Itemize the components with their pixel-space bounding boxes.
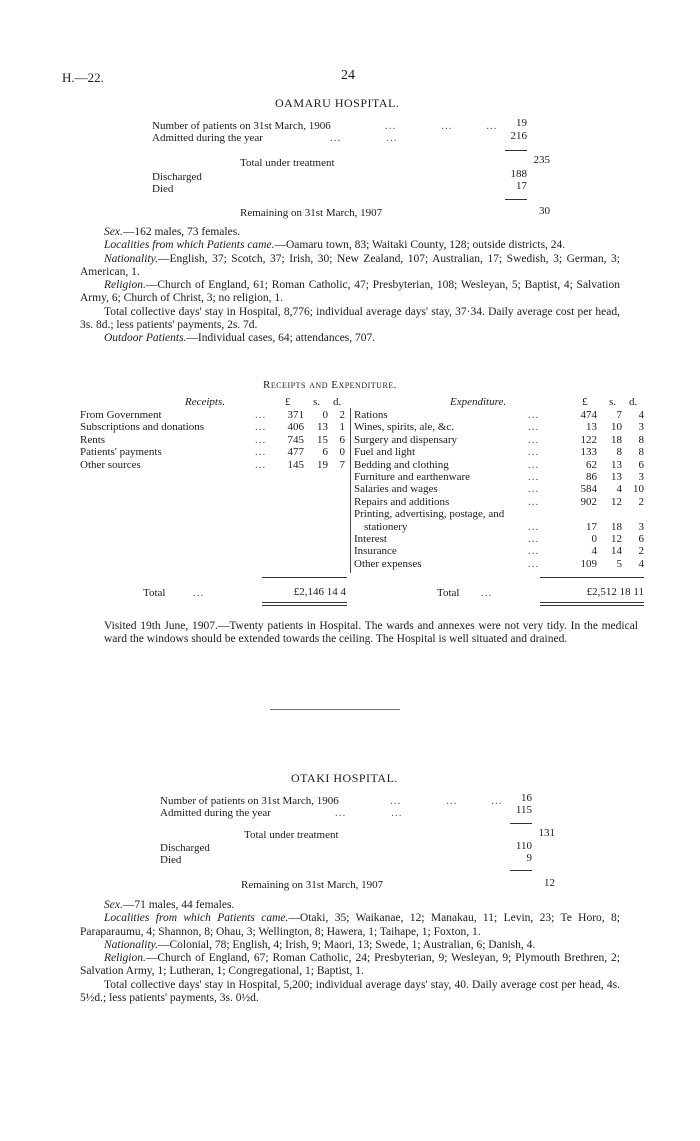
cell-shillings: 18: [611, 433, 622, 446]
cell-pounds: 745: [287, 433, 304, 446]
stat-value: 115: [515, 804, 532, 816]
page-number: 24: [341, 68, 355, 83]
cell-pence: 10: [633, 483, 644, 496]
remaining-value: 12: [544, 877, 555, 889]
row-label: Surgery and dispensary: [354, 433, 458, 446]
row-label: Wines, spirits, ale, &c.: [354, 421, 455, 434]
document-code: H.—22.: [62, 70, 104, 85]
cell-shillings: 10: [611, 421, 622, 434]
oamaru-details: Sex.—162 males, 73 females. Localities from which Patients came.—Oamaru town, 83; Waitaki County, 128; outside districts, 24. Nationality.—English, 37; Scotch, 37; Irish, 30; New Zealand, 107; Australian, 17; Swedish, 3; German, 3; American, 1. Religion.—Church of England, 61; Roman Catholic, 47; Presbyterian, 108; Wesleyan, 5; Baptist, 4; Salvation Army, 6; Church of Christ, 3; no religion, 1. Total collective days' stay in Hospital, 8,776; individual average days' stay, 37·34. Daily average cost per head, 3s. 8d.; less patients' payments, 2s. 7d. Outdoor Patients.—Individual cases, 64; attendances, 707.: [80, 226, 620, 345]
row-label: Interest: [354, 533, 387, 545]
cell-shillings: 12: [611, 533, 622, 545]
oamaru-title: OAMARU HOSPITAL.: [275, 96, 400, 110]
total-label: Total under treatment: [240, 157, 335, 169]
cell-pounds: 122: [580, 433, 597, 446]
discharged-label: Discharged: [152, 171, 202, 183]
stat-label: Number of patients on 31st March, 1906: [152, 120, 331, 132]
cell-pounds: 0: [591, 533, 597, 545]
cell-pounds: 145: [287, 458, 304, 471]
col-pence: d.: [333, 396, 342, 408]
cell-pence: 3: [638, 421, 644, 434]
died-label: Died: [152, 183, 174, 195]
row-label: Other expenses: [354, 557, 422, 570]
row-label: Other sources: [80, 458, 141, 471]
cell-pence: 6: [638, 458, 644, 471]
total-receipts-label: Total: [143, 587, 166, 599]
cell-pence: 6: [638, 533, 644, 545]
stat-value: 19: [516, 117, 527, 129]
discharged-value: 110: [515, 840, 532, 852]
cell-shillings: 19: [317, 458, 328, 471]
cell-shillings: 15: [317, 433, 328, 446]
row-label: Salaries and wages: [354, 483, 438, 496]
stat-label: Admitted during the year: [152, 132, 263, 144]
row-label: Bedding and clothing: [354, 458, 449, 471]
col-shillings: s.: [609, 396, 617, 408]
receipts-heading: Receipts.: [185, 396, 226, 408]
discharged-label: Discharged: [160, 842, 210, 854]
row-label: Repairs and additions: [354, 495, 450, 508]
total-receipts: £2,146 14 4: [293, 586, 346, 598]
row-label: Rents: [80, 433, 106, 446]
col-pence: d.: [629, 396, 638, 408]
cell-shillings: 7: [616, 409, 622, 421]
cell-pounds: 109: [580, 557, 597, 570]
cell-pounds: 62: [586, 458, 597, 471]
cell-pounds: 474: [580, 409, 597, 421]
cell-shillings: 5: [616, 557, 622, 570]
died-label: Died: [160, 854, 182, 866]
died-value: 17: [516, 180, 527, 192]
died-value: 9: [526, 852, 532, 864]
row-label: From Government: [80, 409, 162, 421]
cell-pounds: 133: [580, 446, 597, 459]
row-label: Insurance: [354, 545, 397, 558]
row-label: Furniture and earthenware: [354, 471, 471, 483]
cell-pence: 2: [339, 409, 345, 421]
cell-pence: 2: [638, 495, 644, 508]
cell-pounds: 13: [586, 421, 597, 434]
row-label: Patients' payments: [80, 446, 162, 459]
total-value: 131: [538, 827, 555, 839]
total-value: 235: [533, 154, 550, 166]
col-pounds: £: [285, 396, 291, 408]
cell-shillings: 4: [616, 483, 622, 496]
otaki-details: Sex.—71 males, 44 females. Localities from which Patients came.—Otaki, 35; Waikanae, 12; Manakau, 11; Levin, 23; Te Horo, 8; Paraparaumu, 4; Shannon, 8; Ohau, 3; Wellington, 8; Hawera, 1; Taihape, 1; Foxton, 1. Nationality.—Colonial, 78; English, 4; Irish, 9; Maori, 13; Swede, 1; Australian, 6; Danish, 4. Religion.—Church of England, 67; Roman Catholic, 24; Presbyterian, 9; Wesleyan, 9; Plymouth Brethren, 2; Salvation Army, 1; Lutheran, 1; Congregational, 1; Baptist, 1. Total collective days' stay in Hospital, 5,200; individual average days' stay, 40. Daily average cost per head, 4s. 5½d.; less patients' payments, 3s. 0½d.: [80, 899, 620, 1005]
expenditure-heading: Expenditure.: [450, 396, 507, 408]
total-expenditure: £2,512 18 11: [586, 586, 644, 598]
discharged-value: 188: [510, 168, 527, 180]
col-pounds: £: [582, 396, 588, 408]
remaining-value: 30: [539, 205, 550, 217]
receipts-title: Receipts and Expenditure.: [263, 379, 397, 391]
cell-pence: 0: [339, 446, 345, 459]
cell-shillings: 14: [611, 545, 622, 558]
cell-pounds: 86: [586, 471, 597, 483]
row-label: stationery: [364, 520, 408, 533]
cell-shillings: 13: [317, 421, 328, 434]
cell-shillings: 13: [611, 471, 622, 483]
total-expenditure-label: Total: [437, 587, 460, 599]
stat-label: Number of patients on 31st March, 1906: [160, 795, 339, 807]
cell-shillings: 8: [616, 446, 622, 459]
row-label: Printing, advertising, postage, and: [354, 508, 505, 521]
cell-pence: 2: [638, 545, 644, 558]
cell-shillings: 12: [611, 495, 622, 508]
row-label: Rations: [354, 409, 388, 421]
cell-pounds: 4: [591, 545, 597, 558]
cell-pounds: 406: [287, 421, 304, 434]
cell-pence: 7: [339, 458, 345, 471]
row-label: Subscriptions and donations: [80, 421, 205, 434]
cell-pence: 4: [638, 557, 644, 570]
cell-pounds: 477: [287, 446, 304, 459]
cell-pence: 8: [638, 446, 644, 459]
cell-pence: 3: [638, 520, 644, 533]
cell-pounds: 584: [580, 483, 597, 496]
cell-pounds: 371: [287, 409, 304, 421]
cell-shillings: 13: [611, 458, 622, 471]
section-divider: [270, 709, 400, 710]
remaining-label: Remaining on 31st March, 1907: [241, 879, 384, 891]
row-label: Fuel and light: [354, 446, 416, 459]
stat-value: 16: [521, 792, 532, 804]
remaining-label: Remaining on 31st March, 1907: [240, 207, 383, 219]
cell-pence: 8: [638, 433, 644, 446]
cell-shillings: 0: [322, 409, 328, 421]
stat-value: 216: [510, 130, 527, 142]
total-label: Total under treatment: [244, 829, 339, 841]
otaki-title: OTAKI HOSPITAL.: [291, 771, 398, 785]
cell-shillings: 18: [611, 520, 622, 533]
cell-pence: 1: [339, 421, 345, 434]
cell-shillings: 6: [322, 446, 328, 459]
cell-pence: 3: [638, 471, 644, 483]
stat-label: Admitted during the year: [160, 807, 271, 819]
cell-pence: 4: [638, 409, 644, 421]
cell-pence: 6: [339, 433, 345, 446]
oamaru-visit-note: Visited 19th June, 1907.—Twenty patients in Hospital. The wards and annexes were not very tidy. In the medical ward the windows should be extended towards the ceiling. The Hospital is well situated and drained.: [104, 620, 638, 646]
cell-pounds: 17: [586, 520, 597, 533]
cell-pounds: 902: [580, 495, 597, 508]
col-shillings: s.: [313, 396, 321, 408]
